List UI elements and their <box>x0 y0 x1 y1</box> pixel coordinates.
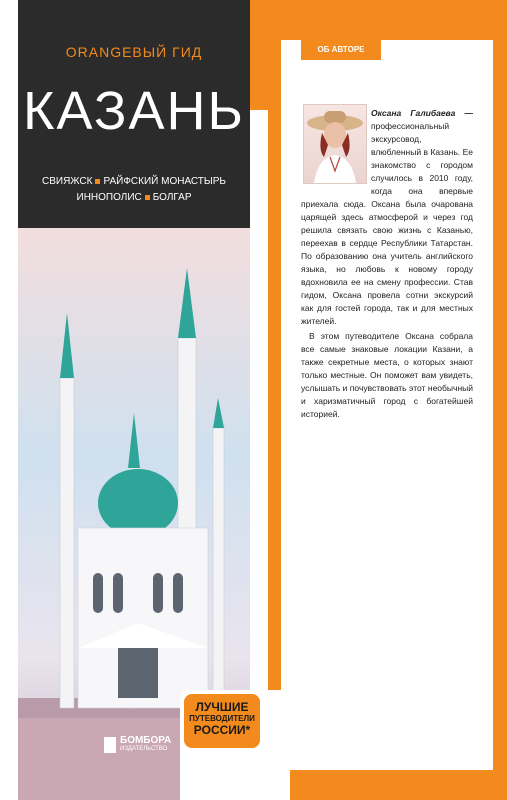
place-raifa: РАЙФСКИЙ МОНАСТЫРЬ <box>103 176 226 187</box>
publisher-logo-icon <box>104 737 116 753</box>
separator-dot <box>95 179 100 184</box>
badge-line2: ПУТЕВОДИТЕЛИ <box>189 714 255 723</box>
place-sviyazhsk: СВИЯЖСК <box>42 176 93 187</box>
badge-body <box>184 694 260 748</box>
cover-title-band <box>18 0 250 228</box>
publisher-label: БОМБОРА <box>120 735 172 746</box>
cover-title: КАЗАНЬ <box>23 81 245 141</box>
place-bolgar: БОЛГАР <box>152 192 192 203</box>
bio-text-1: профессиональный экскурсовод, влюбленный в Казань. Ее знакомство с городом случилось в 2010 году, когда она впервые приехала сюда. Оксана была очарована царящей здесь атмосферой и через год решила связать свою жизнь с Казанью, переехав в сердце Республики Татарстан. По образованию она учитель английского языка, но любовь к новому городу вдохновила ее на смену профессии. Став гидом, Оксана провела сотни экскурсий как для гостей города, так и для местных жителей. <box>301 121 473 326</box>
cover-places <box>18 174 250 206</box>
section-label: ОБ АВТОРЕ <box>301 40 381 60</box>
badge-line3: РОССИИ* <box>193 723 251 737</box>
badge-line1: ЛУЧШИЕ <box>195 700 249 714</box>
series-name: ORANGEВЫЙ ГИД <box>65 44 203 60</box>
best-guides-badge <box>180 690 290 800</box>
bio-paragraph-2: В этом путеводителе Оксана собрала все самые знаковые локации Казани, а также секретные места, о которых знают только местные. Он поможет вам увидеть, услышать и почувствовать этот необычный и харизматичный город с богатейшей историей. <box>301 331 473 419</box>
author-bio <box>301 107 473 423</box>
author-name: Оксана Галибаева — <box>371 108 473 118</box>
separator-dot <box>145 195 150 200</box>
publisher-sub: ИЗДАТЕЛЬСТВО <box>120 746 168 752</box>
author-page <box>281 40 493 770</box>
place-innopolis: ИННОПОЛИС <box>76 192 142 203</box>
portrait-spacer <box>301 107 371 197</box>
